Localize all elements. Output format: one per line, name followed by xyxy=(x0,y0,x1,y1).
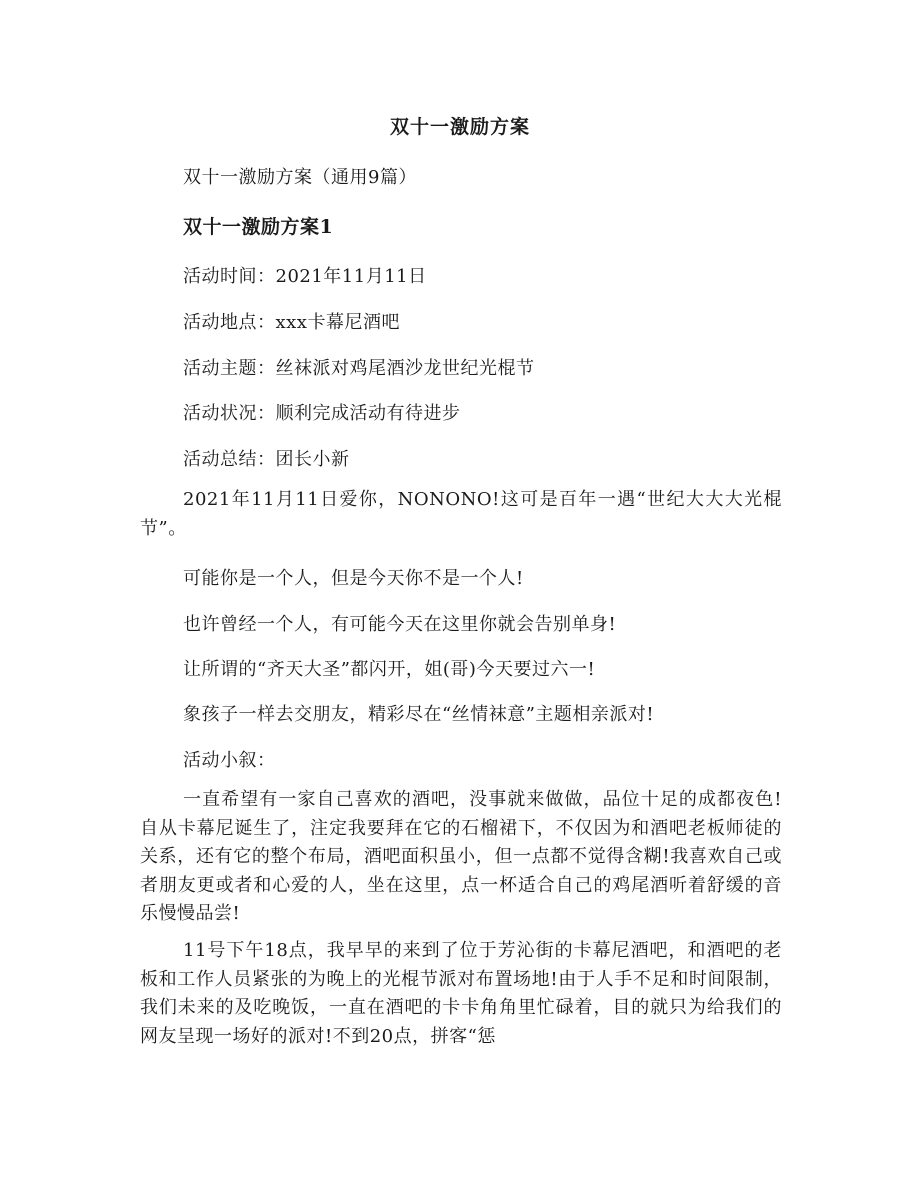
paragraph-line-2: 也许曾经一个人，有可能今天在这里你就会告别单身! xyxy=(183,614,617,635)
section-heading: 双十一激励方案1 xyxy=(183,216,334,238)
recap-label: 活动小叙： xyxy=(183,750,276,771)
paragraph-body-1: 一直希望有一家自己喜欢的酒吧，没事就来做做，品位十足的成都夜色!自从卡幕尼诞生了，注定我要拜在它的石榴裙下，不仅因为和酒吧老板师徒的关系，还有它的整个布局，酒吧面积虽小，但一点都不觉得含糊!我喜欢自己或者朋友更或者和心爱的人，坐在这里，点一杯适合自己的鸡尾酒听着舒缓的音乐慢慢品尝! xyxy=(140,789,782,924)
document-title: 双十一激励方案 xyxy=(389,116,530,138)
info-time: 活动时间：2021年11月11日 xyxy=(183,266,427,287)
paragraph-line-3: 让所谓的“齐天大圣”都闪开，姐(哥)今天要过六一! xyxy=(183,659,596,680)
paragraph-line-1: 可能你是一个人，但是今天你不是一个人! xyxy=(183,568,524,589)
info-status: 活动状况：顺利完成活动有待进步 xyxy=(183,403,461,424)
paragraph-intro: 2021年11月11日爱你，NONONO!这可是百年一遇“世纪大大大光棍节”。 xyxy=(140,489,782,539)
paragraph-line-4: 象孩子一样去交朋友，精彩尽在“丝情袜意”主题相亲派对! xyxy=(183,704,655,725)
info-place: 活动地点：xxx卡幕尼酒吧 xyxy=(183,312,400,333)
paragraph-body-2: 11号下午18点，我早早的来到了位于芳沁街的卡幕尼酒吧，和酒吧的老板和工作人员紧张的为晚上的光棍节派对布置场地!由于人手不足和时间限制，我们未来的及吃晚饭，一直在酒吧的卡卡角角里忙碌着，目的就只为给我们的网友呈现一场好的派对!不到20点，拼客“惩 xyxy=(140,940,782,1047)
document-subtitle: 双十一激励方案（通用9篇） xyxy=(183,167,417,188)
info-theme: 活动主题：丝袜派对鸡尾酒沙龙世纪光棍节 xyxy=(183,358,535,379)
info-summary: 活动总结：团长小新 xyxy=(183,449,350,470)
